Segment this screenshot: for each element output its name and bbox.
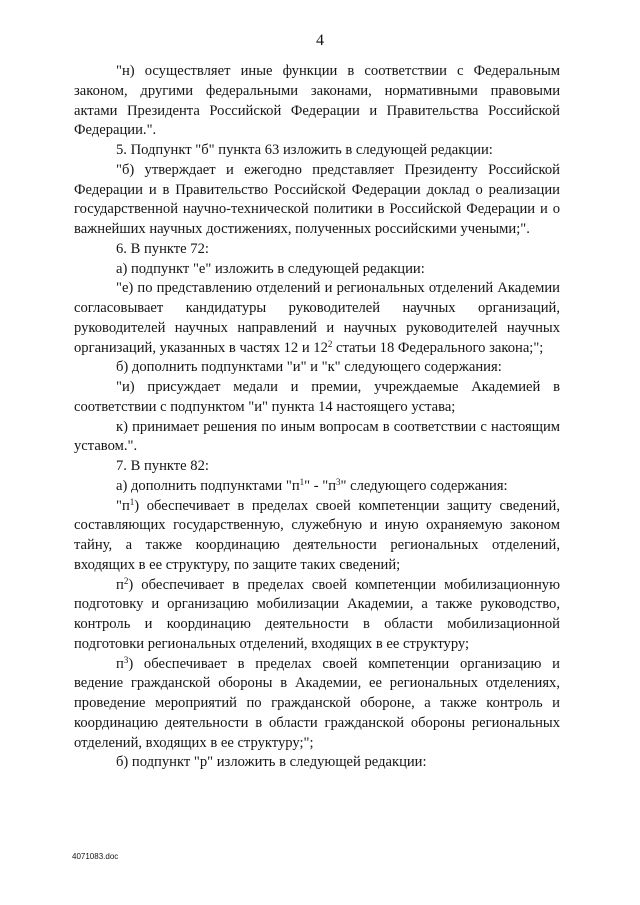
text-run: " - "п bbox=[304, 477, 337, 494]
paragraph-2 bbox=[74, 141, 560, 161]
page-number: 4 bbox=[316, 32, 324, 49]
text-run: "б) утверждает и ежегодно представляет Президенту Российской Федерации и в Правительство Российской Федерации доклад о реализации государственной научно-технической политики в Российской Федерации и о важнейших научных достижениях, полученных российскими учеными;". bbox=[74, 161, 560, 237]
text-run: "п bbox=[116, 497, 130, 514]
superscript: 3 bbox=[123, 654, 129, 665]
text-run: 6. В пункте 72: bbox=[116, 240, 209, 257]
paragraph-10 bbox=[74, 457, 560, 477]
text-run: б) дополнить подпунктами "и" и "к" следующего содержания: bbox=[116, 359, 502, 376]
paragraph-5 bbox=[74, 260, 560, 280]
paragraph-3 bbox=[74, 161, 560, 240]
superscript: 3 bbox=[336, 476, 341, 487]
text-run: 7. В пункте 82: bbox=[116, 458, 209, 474]
paragraph-7 bbox=[74, 358, 560, 378]
paragraph-15 bbox=[74, 753, 560, 773]
paragraph-9 bbox=[74, 418, 560, 458]
text-run: п bbox=[116, 655, 124, 672]
text-run: 5. Подпункт "б" пункта 63 изложить в следующей редакции: bbox=[116, 142, 493, 158]
paragraph-8 bbox=[74, 378, 560, 418]
superscript: 1 bbox=[299, 476, 305, 487]
superscript: 2 bbox=[123, 575, 129, 586]
paragraph-6 bbox=[74, 279, 560, 358]
text-run: ) обеспечивает в пределах своей компетенции мобилизационную подготовку и организацию мобилизации Академии, а также руководство, контроль и координацию деятельности в области мобилизационной подготовки региональных отделений, входящих в ее структуру; bbox=[74, 576, 560, 652]
paragraph-14 bbox=[74, 655, 560, 754]
superscript: 2 bbox=[327, 338, 333, 349]
document-filename: 4071083.doc bbox=[72, 852, 119, 861]
paragraph-12 bbox=[74, 497, 560, 576]
document-body bbox=[74, 62, 560, 773]
text-run: "е) по представлению отделений и региональных отделений Академии согласовывает кандидатуры руководителей научных организаций, руководителей научных направлений и научных руководителей научных организаций, указанных в частях 12 и 12 bbox=[74, 280, 560, 356]
text-run: а) подпункт "е" изложить в следующей редакции: bbox=[116, 260, 425, 277]
text-run: статьи 18 Федерального закона;"; bbox=[332, 339, 544, 356]
paragraph-1 bbox=[74, 62, 560, 141]
text-run: ) обеспечивает в пределах своей компетенции защиту сведений, составляющих государственную, служебную и иную охраняемую законом тайну, а также координацию деятельности региональных отделений, входящих в ее структуру, по защите таких сведений; bbox=[74, 497, 560, 573]
paragraph-11 bbox=[74, 477, 560, 497]
text-run: п bbox=[116, 576, 124, 593]
paragraph-4 bbox=[74, 240, 560, 260]
text-run: "н) осуществляет иные функции в соответствии с Федеральным законом, другими федеральными законами, нормативными правовыми актами Президента Российской Федерации и Правительства Российской Федерации.". bbox=[74, 63, 560, 139]
text-run: к) принимает решения по иным вопросам в соответствии с настоящим уставом.". bbox=[74, 418, 560, 455]
superscript: 1 bbox=[129, 496, 135, 507]
text-run: " следующего содержания: bbox=[340, 477, 508, 494]
text-run: "и) присуждает медали и премии, учреждаемые Академией в соответствии с подпунктом "и" пункта 14 настоящего устава; bbox=[74, 379, 560, 415]
paragraph-13 bbox=[74, 576, 560, 655]
text-run: б) подпункт "р" изложить в следующей редакции: bbox=[116, 754, 427, 771]
text-run: ) обеспечивает в пределах своей компетенции организацию и ведение гражданской обороны в Академии, ее региональных отделениях, проведение мероприятий по гражданской обороне, а также контроль и координацию деятельности в области гражданской обороны региональных отделений, входящих в ее структуру;"; bbox=[74, 655, 560, 751]
text-run: а) дополнить подпунктами "п bbox=[116, 477, 300, 494]
